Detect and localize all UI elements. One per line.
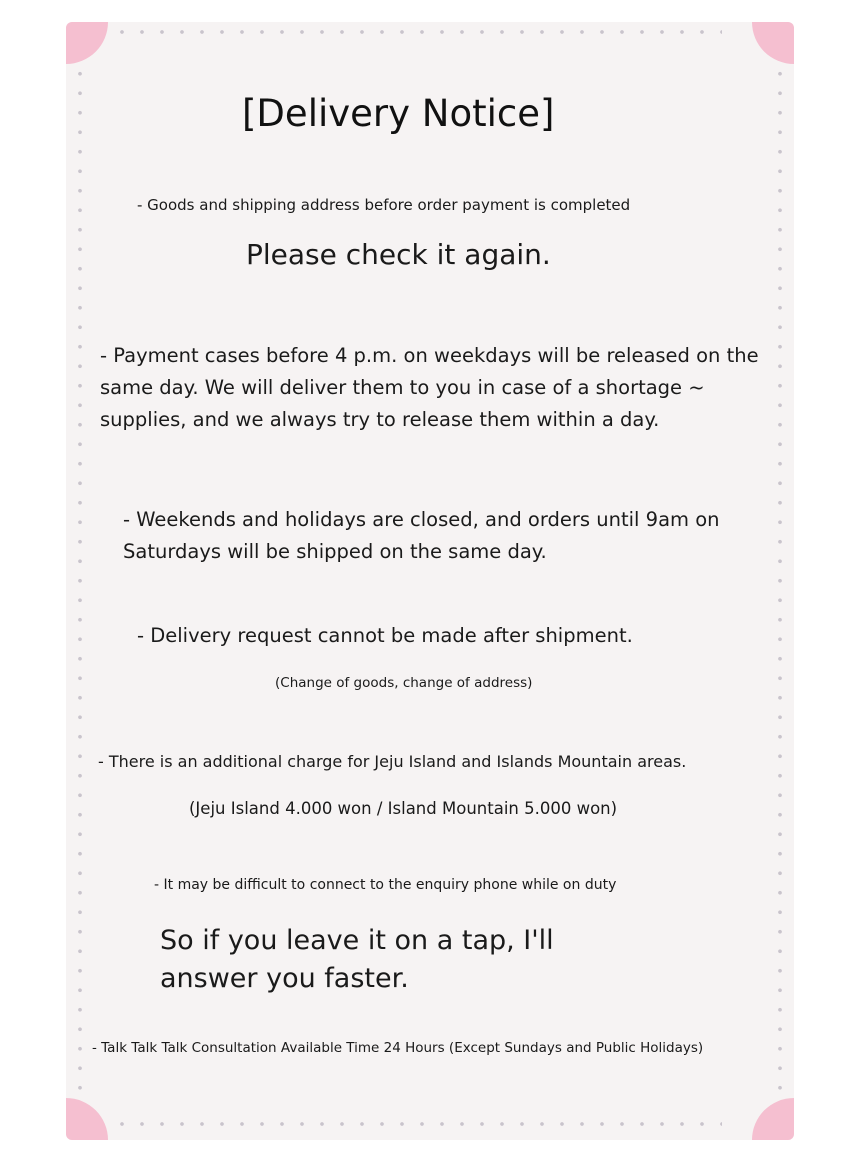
- corner-decoration-top-right: [752, 22, 794, 64]
- dotted-border-top: [112, 29, 722, 35]
- leave-tap-paragraph: So if you leave it on a tap, I'll answer you faster.: [160, 925, 554, 994]
- corner-decoration-top-left: [66, 22, 108, 64]
- dotted-border-bottom: [112, 1121, 722, 1127]
- weekends-paragraph: - Weekends and holidays are closed, and orders until 9am on Saturdays will be shipped on the same day.: [123, 508, 720, 563]
- delivery-request-line: - Delivery request cannot be made after shipment.: [137, 624, 633, 647]
- charge-detail: (Jeju Island 4.000 won / Island Mountain 5.000 won): [189, 799, 618, 818]
- corner-decoration-bottom-left: [66, 1098, 108, 1140]
- talk-hours-line: - Talk Talk Talk Consultation Available Time 24 Hours (Except Sundays and Public Holidays): [92, 1040, 704, 1056]
- check-again-line: Please check it again.: [246, 238, 551, 271]
- dotted-border-left: [77, 64, 83, 1094]
- goods-address-line: - Goods and shipping address before order payment is completed: [137, 196, 631, 214]
- notice-title: [Delivery Notice]: [242, 92, 555, 135]
- change-note: (Change of goods, change of address): [275, 675, 533, 691]
- additional-charge-line: - There is an additional charge for Jeju Island and Islands Mountain areas.: [98, 752, 687, 771]
- payment-release-paragraph: - Payment cases before 4 p.m. on weekdays will be released on the same day. We will deliver them to you in case of a shortage ~ supplies, and we always try to release them within a day.: [100, 344, 759, 431]
- dotted-border-right: [777, 64, 783, 1094]
- corner-decoration-bottom-right: [752, 1098, 794, 1140]
- enquiry-phone-line: - It may be difficult to connect to the enquiry phone while on duty: [154, 877, 617, 893]
